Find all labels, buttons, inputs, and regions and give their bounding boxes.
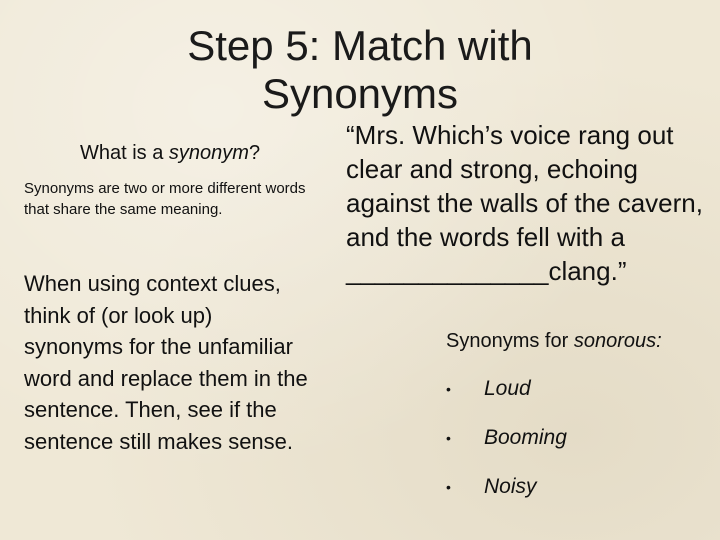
left-column — [24, 140, 314, 457]
context-clues-tip: When using context clues, think of (or look up) synonyms for the unfamiliar word and replace them in the sentence. Then, see if the sentence still makes sense. — [24, 271, 308, 454]
bullet-icon: • — [446, 430, 451, 446]
title-line-1: Step 5: Match with — [187, 22, 533, 69]
synonyms-heading — [446, 328, 662, 354]
synonym-word: Loud — [484, 377, 531, 400]
title-line-2: Synonyms — [261, 70, 459, 117]
slide-title — [60, 22, 660, 118]
synonym-word: Noisy — [484, 475, 537, 498]
synonyms-heading-term: sonorous: — [573, 330, 662, 352]
synonym-definition: Synonyms are two or more different words that share the same meaning. — [24, 180, 306, 218]
synonym-question — [80, 140, 314, 166]
question-prefix: What is a — [80, 142, 169, 164]
question-suffix: ? — [248, 142, 261, 164]
bullet-icon: • — [446, 381, 451, 397]
synonyms-heading-prefix: Synonyms for — [446, 330, 574, 352]
question-term: synonym — [168, 142, 249, 164]
synonym-word: Booming — [484, 426, 567, 449]
bullet-icon: • — [446, 479, 451, 495]
book-quote: “Mrs. Which’s voice rang out clear and strong, echoing against the walls of the cavern, and the words fell with a ______________clang.” — [346, 120, 703, 286]
